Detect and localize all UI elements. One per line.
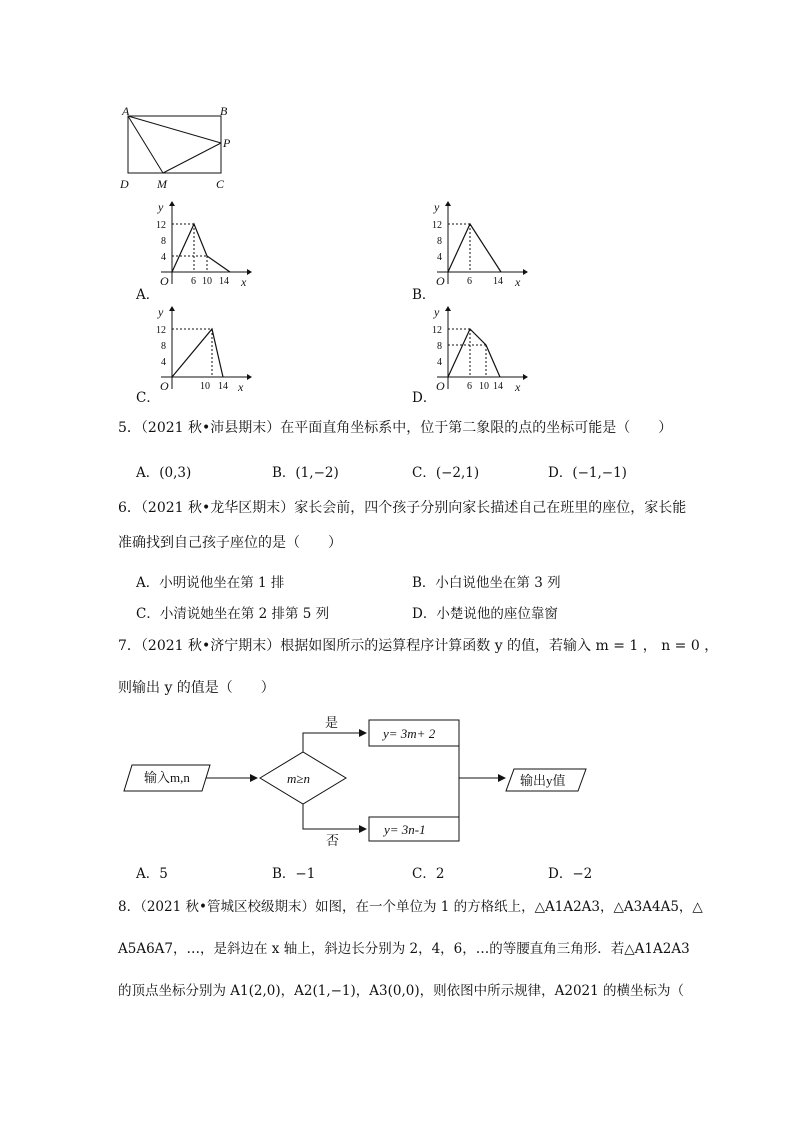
label-b: B <box>220 104 228 118</box>
graph-c-line <box>172 329 223 377</box>
segment-mp <box>163 143 221 173</box>
q6-option-a[interactable]: A．小明说他坐在第 1 排 <box>136 575 285 591</box>
graph-c-x-label: x <box>238 380 244 394</box>
graph-option-a[interactable]: A． <box>136 287 160 303</box>
q7-option-a[interactable]: A．5 <box>136 866 168 882</box>
graph-a-x-label: x <box>241 275 247 289</box>
q6-option-b[interactable]: B．小白说他坐在第 3 列 <box>412 575 561 591</box>
label-m: M <box>157 177 167 191</box>
graph-a <box>155 200 255 292</box>
graph-c <box>155 305 255 397</box>
graph-a-y-label: y <box>158 200 164 214</box>
graph-b-line <box>448 224 501 272</box>
graph-a-x-tick-14: 14 <box>219 276 229 287</box>
label-a: A <box>122 104 130 118</box>
rectangle-abcd <box>128 116 221 173</box>
flow-no-label: 否 <box>326 833 340 848</box>
graph-a-y-tick-4: 4 <box>161 252 166 263</box>
flow-output-text: 输出y值 <box>520 773 566 788</box>
graph-d-x-tick-10: 10 <box>479 381 489 392</box>
graph-option-c[interactable]: C． <box>136 390 160 406</box>
q5-option-c[interactable]: C．(−2,1) <box>412 465 480 481</box>
graph-a-y-tick-12: 12 <box>156 220 166 231</box>
q7-option-b[interactable]: B．−1 <box>272 866 316 882</box>
graph-d-x-tick-14: 14 <box>493 381 503 392</box>
question-8-line-3: 的顶点坐标分别为 A1(2,0)，A2(1,−1)，A3(0,0)，则依图中所示规律，A2021 的横坐标为（ <box>118 983 685 999</box>
q6-option-d[interactable]: D．小楚说他的座位靠窗 <box>412 606 558 622</box>
flow-condition-text: m≥n <box>287 771 311 786</box>
label-c: C <box>216 177 225 191</box>
graph-option-d[interactable]: D． <box>412 390 437 406</box>
flowchart <box>120 712 600 857</box>
graph-d-y-tick-8: 8 <box>437 341 442 352</box>
q6-option-c[interactable]: C．小清说她坐在第 2 排第 5 列 <box>136 606 330 622</box>
q5-option-d[interactable]: D．(−1,−1) <box>548 465 627 481</box>
flow-no-formula: y= 3n-1 <box>384 822 426 837</box>
label-d: D <box>120 177 129 191</box>
flow-yes-label: 是 <box>325 715 339 730</box>
graph-a-x-tick-10: 10 <box>202 276 212 287</box>
question-6-line-1: 6．（2021 秋•龙华区期末）家长会前，四个孩子分别向家长描述自己在班里的座位，家长能 <box>118 500 687 516</box>
question-5: 5．（2021 秋•沛县期末）在平面直角坐标系中，位于第二象限的点的坐标可能是（ ） <box>118 420 673 436</box>
graph-option-b[interactable]: B． <box>412 287 436 303</box>
graph-b-x-tick-6: 6 <box>467 276 472 287</box>
question-8-line-2: A5A6A7，…，是斜边在 x 轴上，斜边长分别为 2，4，6，…的等腰直角三角形．若△A1A2A3 <box>118 941 690 957</box>
rectangle-figure <box>112 100 242 192</box>
graph-b-y-tick-12: 12 <box>432 220 442 231</box>
question-8-line-1: 8．（2021 秋•管城区校级期末）如图，在一个单位为 1 的方格纸上，△A1A2A3，△A3A4A5，△ <box>118 899 703 915</box>
graph-d <box>431 305 531 397</box>
graph-d-line <box>448 329 500 377</box>
question-6-line-2: 准确找到自己孩子座位的是（ ） <box>118 535 342 551</box>
graph-b-origin: O <box>436 274 445 288</box>
question-7-line-2: 则输出 y 的值是（ ） <box>118 680 275 696</box>
graph-c-y-label: y <box>158 305 164 319</box>
label-p: P <box>223 136 231 150</box>
graph-d-y-label: y <box>434 305 440 319</box>
q5-option-a[interactable]: A．(0,3) <box>136 465 192 481</box>
graph-b-y-label: y <box>434 200 440 214</box>
flow-input-text: 输入m,n <box>144 770 190 785</box>
graph-a-x-tick-6: 6 <box>191 276 196 287</box>
graph-c-y-tick-8: 8 <box>161 341 166 352</box>
flow-yes-formula: y= 3m+ 2 <box>383 726 436 741</box>
q5-option-b[interactable]: B．(1,−2) <box>272 465 339 481</box>
graph-d-y-tick-12: 12 <box>432 325 442 336</box>
question-7-line-1: 7．（2021 秋•济宁期末）根据如图所示的运算程序计算函数 y 的值，若输入 m = 1 ， n = 0 ， <box>118 638 719 654</box>
graph-c-y-tick-12: 12 <box>156 325 166 336</box>
graph-a-y-tick-8: 8 <box>161 236 166 247</box>
graph-b-x-tick-14: 14 <box>493 276 503 287</box>
graph-b-y-tick-4: 4 <box>437 252 442 263</box>
graph-d-x-label: x <box>515 380 521 394</box>
graph-c-x-tick-14: 14 <box>218 381 228 392</box>
graph-c-x-tick-10: 10 <box>200 381 210 392</box>
graph-b-x-label: x <box>515 275 521 289</box>
graph-d-origin: O <box>436 379 445 393</box>
graph-c-y-tick-4: 4 <box>161 357 166 368</box>
graph-c-origin: O <box>160 379 169 393</box>
graph-b <box>431 200 531 292</box>
graph-a-line <box>172 224 230 272</box>
q7-option-d[interactable]: D．−2 <box>548 866 593 882</box>
graph-d-x-tick-6: 6 <box>467 381 472 392</box>
graph-b-y-tick-8: 8 <box>437 236 442 247</box>
graph-d-y-tick-4: 4 <box>437 357 442 368</box>
graph-a-origin: O <box>160 274 169 288</box>
q7-option-c[interactable]: C．2 <box>412 866 445 882</box>
